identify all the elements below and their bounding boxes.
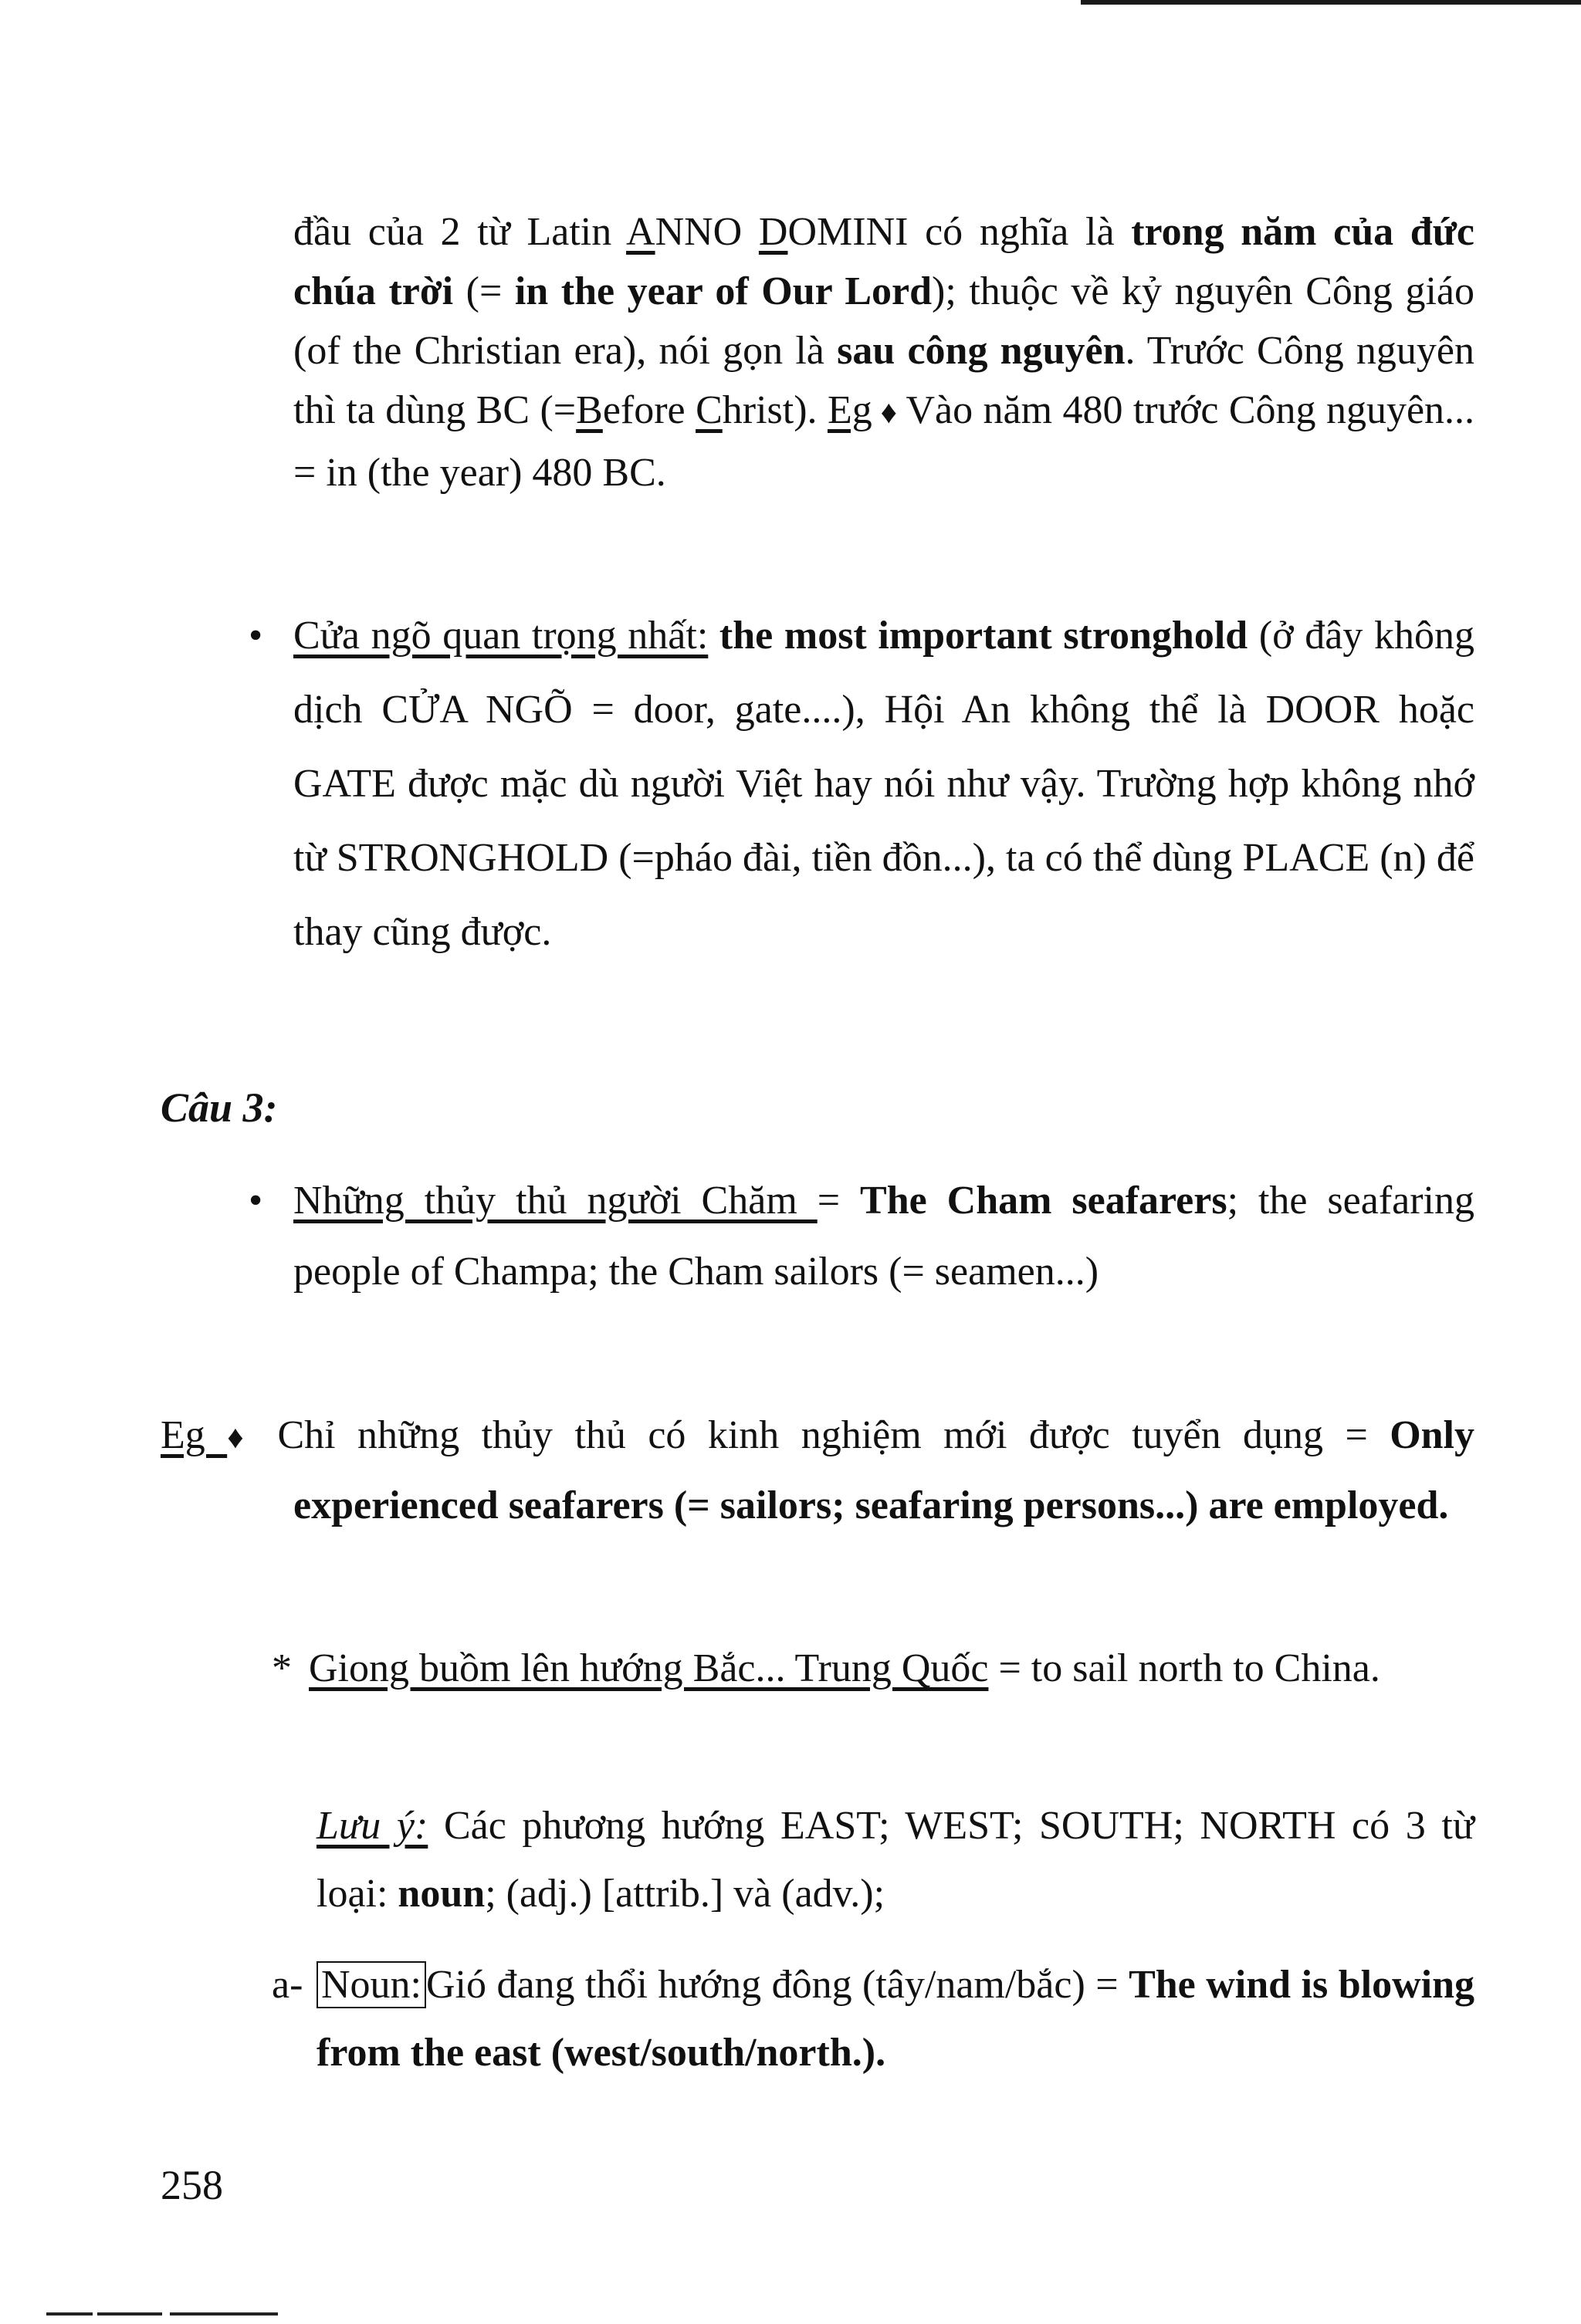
paragraph-sail-north xyxy=(293,1635,1474,1703)
text: efore xyxy=(602,388,696,432)
text: Chỉ những thủy thủ có kinh nghiệm mới được tuyển dụng = xyxy=(256,1413,1390,1457)
underlined-letter: B xyxy=(576,388,603,432)
bullet-icon: • xyxy=(249,614,263,658)
underlined-phrase: Giong buồm lên hướng Bắc... Trung Quốc xyxy=(309,1646,989,1690)
text: NNO xyxy=(655,210,759,254)
paragraph-example-seafarers xyxy=(161,1402,1474,1540)
underlined-phrase: Những thủy thủ người Chăm xyxy=(293,1179,818,1223)
text: Gió đang thổi hướng đông (tây/nam/bắc) = xyxy=(426,1963,1129,2007)
boxed-label: Noun: xyxy=(317,1961,426,2008)
paragraph-noun-example xyxy=(317,1951,1474,2087)
note-label: Lưu ý: xyxy=(317,1804,428,1848)
text: (= xyxy=(453,269,515,313)
text: ); thuộc về kỷ nguyên Công giáo (of the Christian era), nói gọn là xyxy=(293,269,1474,373)
text: . Trước Công nguyên thì ta dùng BC (= xyxy=(293,329,1475,432)
bold-phrase: trong năm của đức chúa trời xyxy=(293,210,1474,313)
paragraph-stronghold xyxy=(293,599,1474,969)
bold-phrase: Only experienced seafarers (= sailors; seafaring persons...) are employed. xyxy=(293,1413,1475,1527)
paragraph-anno-domini xyxy=(293,202,1474,502)
text: = to sail north to China. xyxy=(988,1646,1380,1690)
bold-phrase: the most important stronghold xyxy=(708,614,1248,658)
diamond-icon: ♦ xyxy=(227,1420,256,1456)
text: Các phương hướng EAST; WEST; SOUTH; NORTH có 3 từ loại: xyxy=(317,1804,1474,1916)
text: ; the seafaring people of Champa; the Cham sailors (= seamen...) xyxy=(293,1179,1474,1294)
paragraph-cham-seafarers xyxy=(293,1165,1474,1307)
asterisk-icon: * xyxy=(272,1646,292,1690)
top-rule xyxy=(1081,0,1581,5)
underlined-letter: A xyxy=(626,210,655,254)
underlined-phrase: Cửa ngõ quan trọng nhất: xyxy=(293,614,709,658)
section-heading: Câu 3: xyxy=(161,1084,278,1131)
item-prefix: a- xyxy=(272,1963,303,2007)
diamond-icon: ♦ xyxy=(872,395,906,431)
bold-phrase: The Cham seafarers xyxy=(860,1179,1227,1223)
eg-label: Eg xyxy=(827,388,872,432)
page-number: 258 xyxy=(161,2162,223,2208)
text: ; (adj.) [attrib.] và (adv.); xyxy=(485,1872,885,1916)
text: (ở đây không dịch CỬA NGÕ = door, gate....), Hội An không thể là DOOR hoặc GATE được mặc dù người Việt hay nói như vậy. Trường hợp không nhớ từ STRONGHOLD (=pháo đài, tiền đồn...), ta có thể dùng PLACE (n) để thay cũng được. xyxy=(293,614,1475,954)
text: Vào năm 480 trước Công nguyên... = in (the year) 480 BC. xyxy=(293,388,1475,495)
eg-label: Eg xyxy=(161,1413,228,1457)
bullet-icon: • xyxy=(249,1179,263,1223)
bold-phrase: noun xyxy=(398,1872,486,1916)
paragraph-note-directions xyxy=(317,1792,1474,1928)
bold-phrase: The wind is blowing from the east (west/south/north.). xyxy=(317,1963,1474,2075)
bottom-rule xyxy=(46,2312,278,2316)
text: đầu của 2 từ Latin xyxy=(293,210,627,254)
bold-phrase: sau công nguyên xyxy=(837,329,1126,373)
text: hrist). xyxy=(722,388,828,432)
underlined-letter: C xyxy=(696,388,723,432)
bold-phrase: in the year of Our Lord xyxy=(514,269,933,313)
text: = xyxy=(817,1179,861,1223)
text: OMINI có nghĩa là xyxy=(787,210,1132,254)
underlined-letter: D xyxy=(758,210,788,254)
